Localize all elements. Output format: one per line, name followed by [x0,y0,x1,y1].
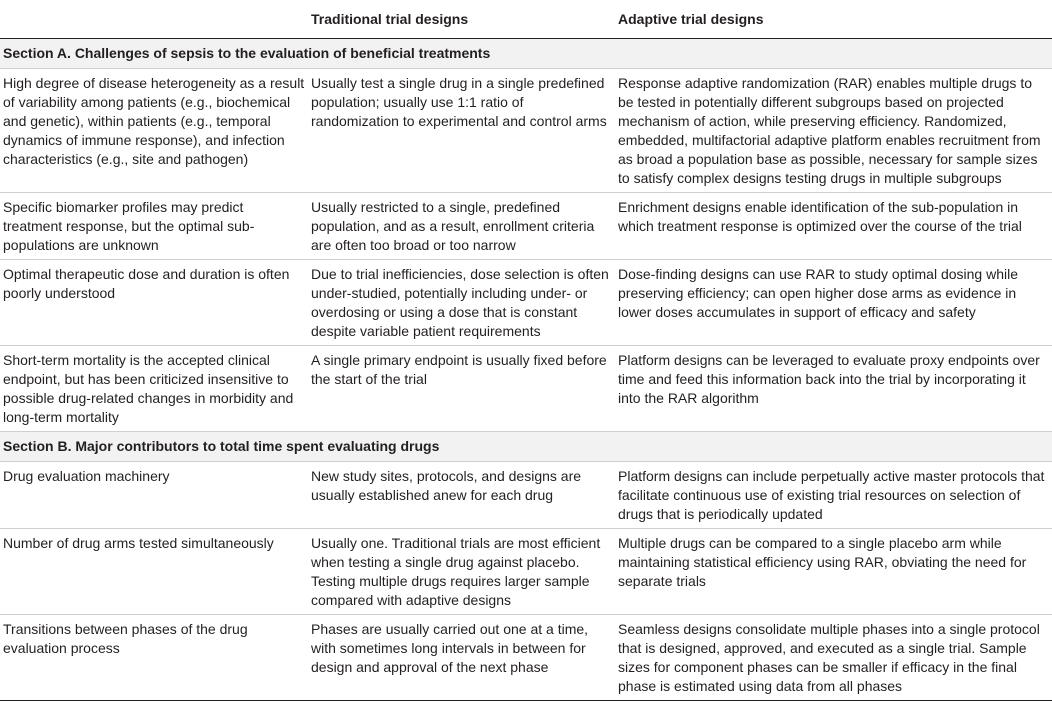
header-traditional: Traditional trial designs [309,0,616,39]
section-a-title: Section A. Challenges of sepsis to the evaluation of beneficial treatments [0,39,1052,69]
traditional-cell: Usually one. Traditional trials are most efficient when testing a single drug against placebo. Testing multiple drugs requires larger sample compared with adaptive designs [309,529,616,615]
table-row [0,462,1052,529]
challenge-cell: Drug evaluation machinery [0,462,309,529]
table-row [0,346,1052,432]
adaptive-cell: Seamless designs consolidate multiple phases into a single protocol that is designed, approved, and executed as a single trial. Sample sizes for component phases can be smaller if efficacy in the final phase is estimated using data from all phases [616,615,1052,701]
challenge-cell: Optimal therapeutic dose and duration is often poorly understood [0,260,309,346]
traditional-cell: Phases are usually carried out one at a time, with sometimes long intervals in between for design and approval of the next phase [309,615,616,701]
table-header-row [0,0,1052,39]
challenge-cell: Short-term mortality is the accepted clinical endpoint, but has been criticized insensitive to possible drug-related changes in morbidity and long-term mortality [0,346,309,432]
adaptive-cell: Enrichment designs enable identification of the sub-population in which treatment response is optimized over the course of the trial [616,193,1052,260]
traditional-cell: A single primary endpoint is usually fixed before the start of the trial [309,346,616,432]
adaptive-cell: Platform designs can include perpetually active master protocols that facilitate continuous use of existing trial resources on selection of drugs that is periodically updated [616,462,1052,529]
challenge-cell: High degree of disease heterogeneity as a result of variability among patients (e.g., biochemical and genetic), within patients (e.g., temporal dynamics of immune response), and infection characteristics (e.g., site and pathogen) [0,69,309,193]
header-adaptive: Adaptive trial designs [616,0,1052,39]
traditional-cell: Due to trial inefficiencies, dose selection is often under-studied, potentially including under- or overdosing or using a dose that is constant despite variable patient requirements [309,260,616,346]
traditional-cell: Usually test a single drug in a single predefined population; usually use 1:1 ratio of randomization to experimental and control arms [309,69,616,193]
header-challenge [0,0,309,39]
table-row [0,615,1052,701]
adaptive-cell: Multiple drugs can be compared to a single placebo arm while maintaining statistical efficiency using RAR, obviating the need for separate trials [616,529,1052,615]
traditional-cell: New study sites, protocols, and designs are usually established anew for each drug [309,462,616,529]
section-b-title: Section B. Major contributors to total time spent evaluating drugs [0,432,1052,462]
adaptive-cell: Dose-finding designs can use RAR to study optimal dosing while preserving efficiency; can open higher dose arms as evidence in lower doses accumulates in support of efficacy and safety [616,260,1052,346]
adaptive-cell: Platform designs can be leveraged to evaluate proxy endpoints over time and feed this information back into the trial by incorporating it into the RAR algorithm [616,346,1052,432]
table-row [0,260,1052,346]
table-row [0,193,1052,260]
challenge-cell: Transitions between phases of the drug evaluation process [0,615,309,701]
section-a-heading-row [0,39,1052,69]
traditional-cell: Usually restricted to a single, predefined population, and as a result, enrollment criteria are often too broad or too narrow [309,193,616,260]
challenge-cell: Specific biomarker profiles may predict treatment response, but the optimal sub-populations are unknown [0,193,309,260]
adaptive-cell: Response adaptive randomization (RAR) enables multiple drugs to be tested in potentially different subgroups based on projected mechanism of action, while preserving efficiency. Randomized, embedded, multifactorial adaptive platform enables recruitment from as broad a population base as possible, necessary for sample sizes to satisfy complex designs testing drugs in multiple subgroups [616,69,1052,193]
table-row [0,529,1052,615]
section-b-heading-row [0,432,1052,462]
challenge-cell: Number of drug arms tested simultaneously [0,529,309,615]
table-row [0,69,1052,193]
